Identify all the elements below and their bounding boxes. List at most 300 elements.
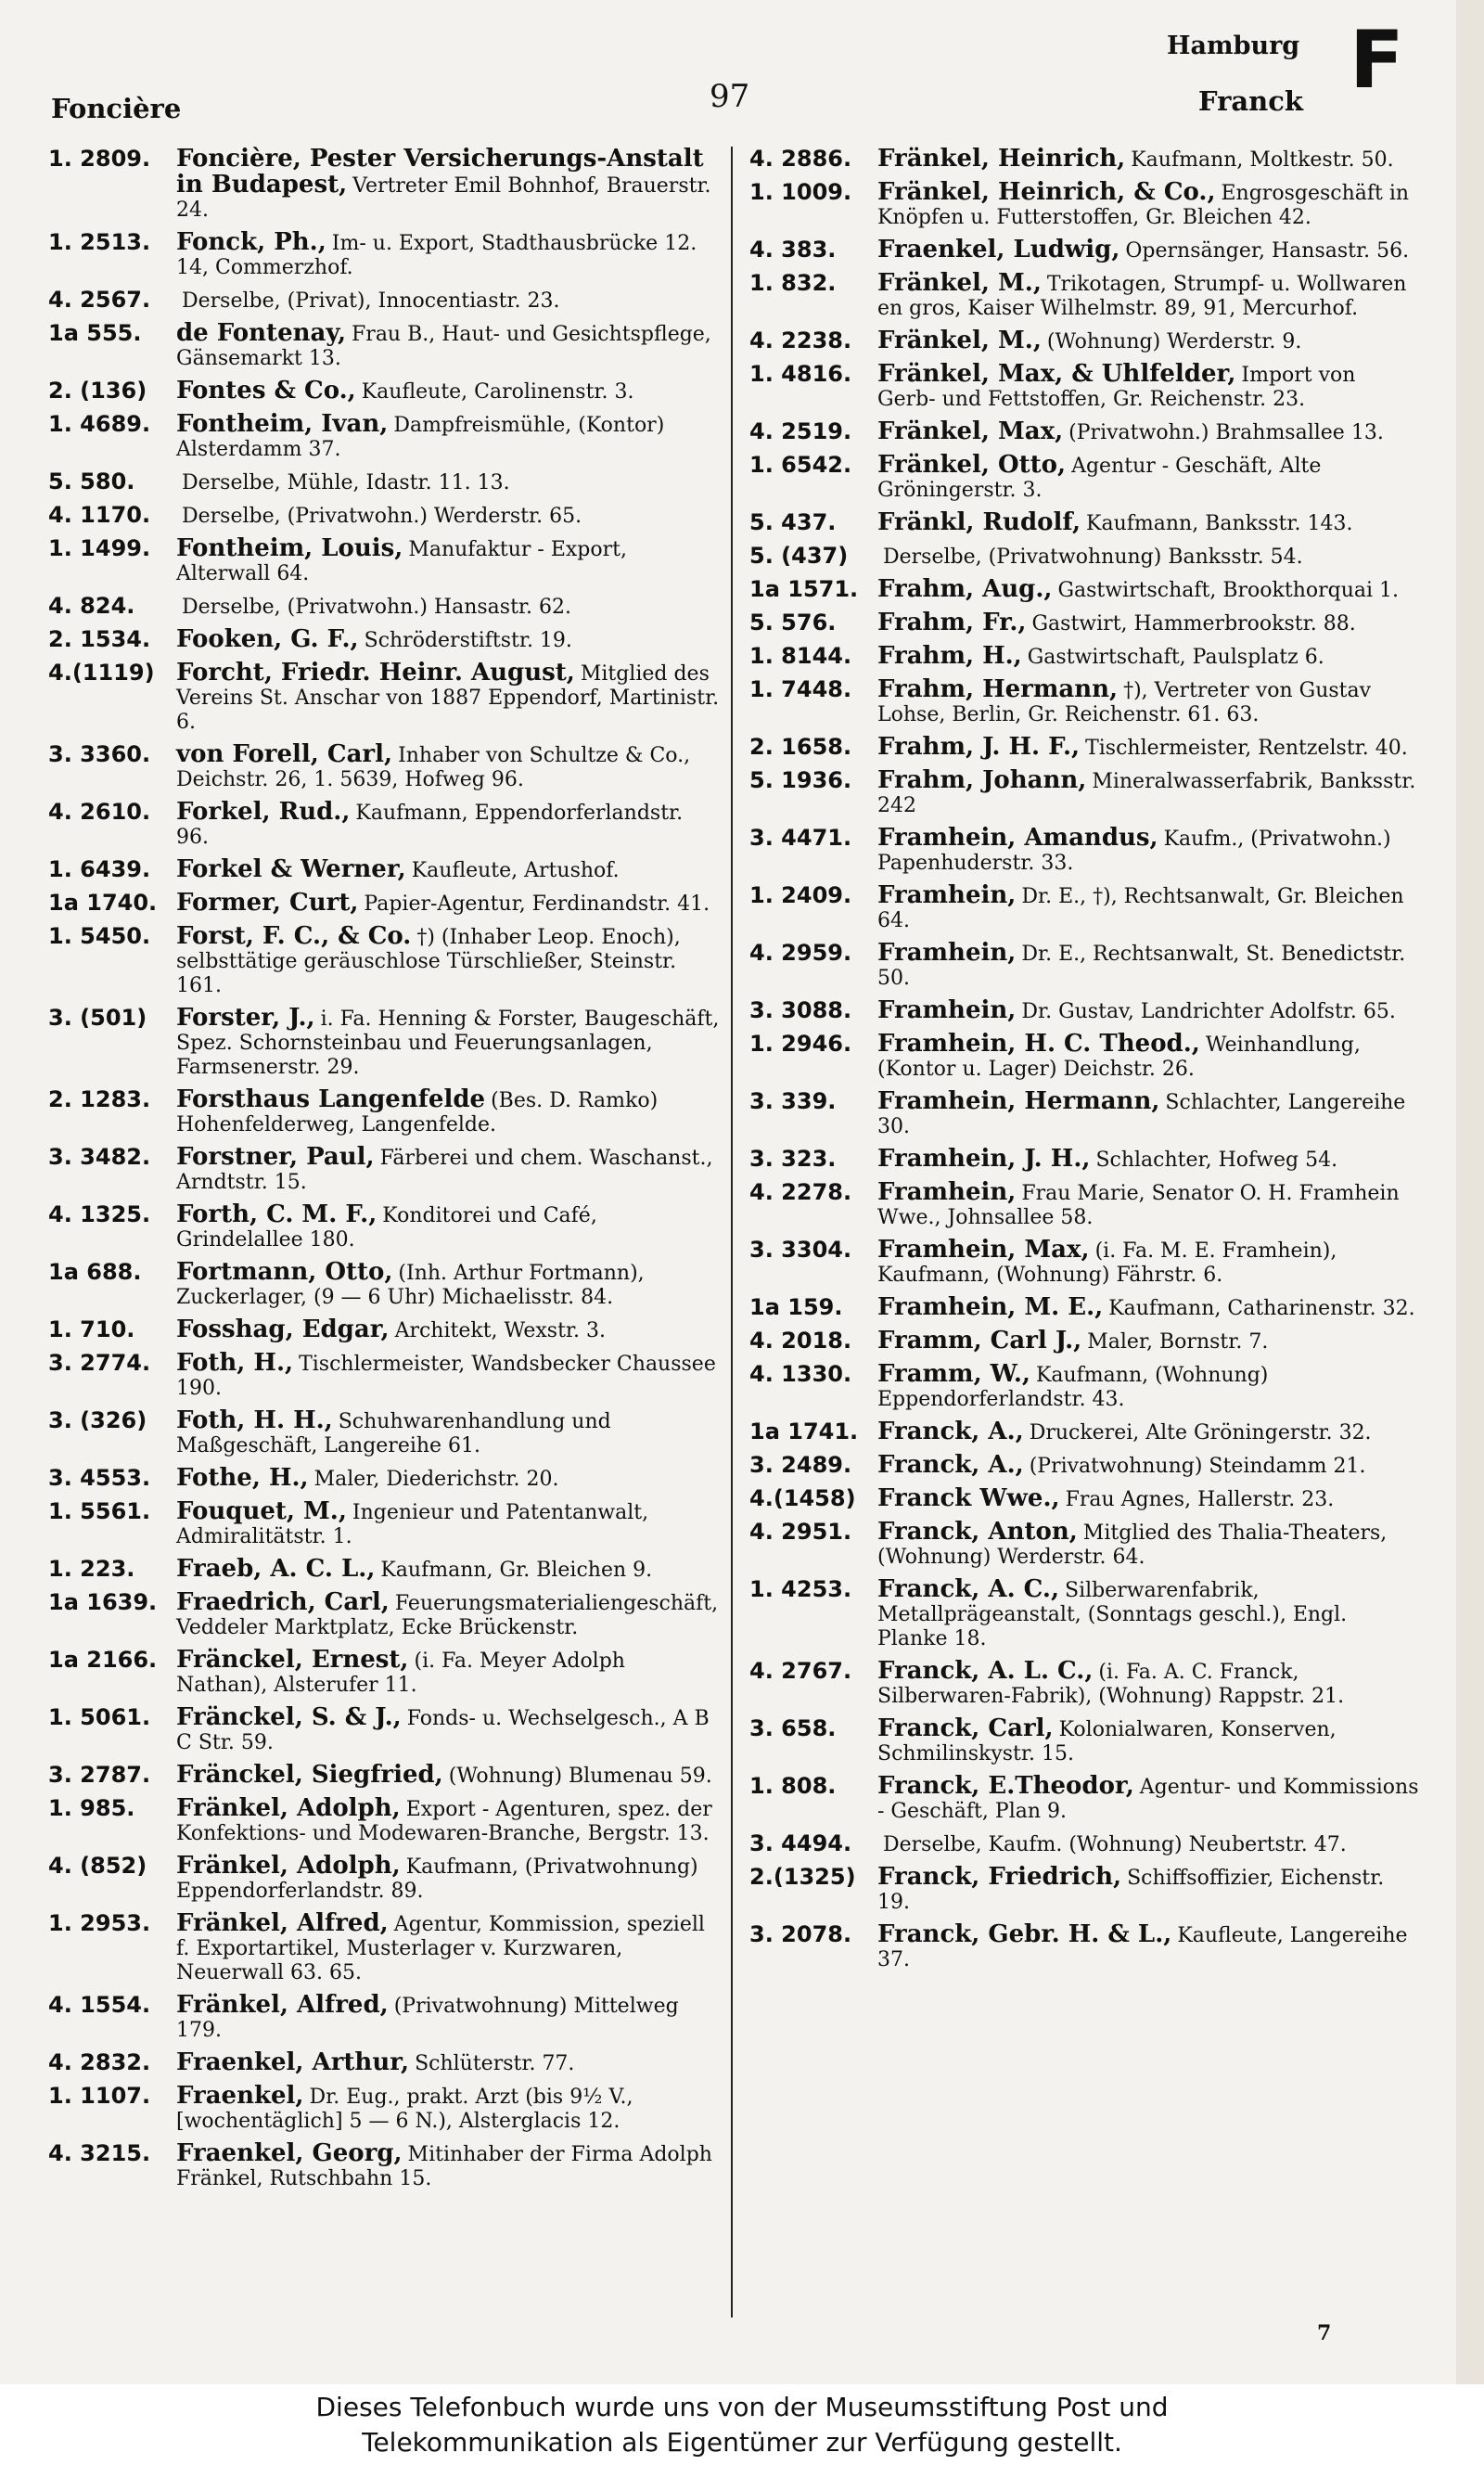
entry-text [877, 1295, 1419, 1321]
subscriber-details: Schiffsoffizier, Eichenstr. 19. [877, 1867, 1385, 1914]
listing-entry [749, 1486, 1419, 1512]
phone-number: 3. 3482. [48, 1144, 151, 1170]
listing-entry [749, 768, 1419, 818]
phone-number: 3. (501) [48, 1005, 147, 1031]
entry-text [877, 1032, 1419, 1082]
listing-entry [48, 1145, 722, 1195]
listing-entry [749, 328, 1419, 354]
subscriber-details: Vertreter Emil Bohnhof, Brauerstr. 24. [176, 174, 711, 222]
subscriber-name: Framm, Carl J., [877, 1327, 1082, 1354]
phone-number: 1. 2409. [749, 882, 852, 908]
listing-entry [48, 1648, 722, 1698]
entry-text [176, 1705, 722, 1755]
phone-number: 1. 7448. [749, 676, 852, 702]
subscriber-details: †), Vertreter von Gustav Lohse, Berlin, Gr. Reichenstr. 61. 63. [877, 679, 1372, 726]
phone-number: 4. 2567. [48, 287, 151, 313]
subscriber-details: Agentur- und Kommissions - Geschäft, Plan 9. [877, 1776, 1419, 1823]
phone-number: 1. 985. [48, 1795, 135, 1821]
subscriber-name: Fränkel, Max, [877, 417, 1064, 445]
subscriber-details: Manufaktur - Export, Alterwall 64. [176, 538, 627, 585]
subscriber-details: Färberei und chem. Waschanst., Arndtstr. 15. [176, 1147, 713, 1194]
entry-text [176, 2084, 722, 2134]
entry-text [176, 594, 722, 620]
subscriber-name: Foth, H. H., [176, 1406, 333, 1434]
subscriber-name: Fränkel, Alfred, [176, 1991, 389, 2019]
phone-number: 5. (437) [749, 543, 849, 569]
subscriber-details: (Wohnung) Blumenau 59. [448, 1765, 712, 1788]
phone-number: 1. 1499. [48, 535, 151, 561]
phone-number: 3. 323. [749, 1146, 837, 1172]
entry-text [176, 1911, 722, 1985]
subscriber-name: Forcht, Friedr. Heinr. August, [176, 659, 575, 687]
subscriber-details: (Bes. D. Ramko) Hohenfelderweg, Langenfelde. [176, 1089, 659, 1136]
phone-number: 4. 2886. [749, 146, 852, 172]
entry-text [176, 1087, 722, 1137]
entry-text [877, 328, 1419, 354]
listing-entry [749, 238, 1419, 263]
listing-entry [749, 1774, 1419, 1824]
phone-number: 3. 2787. [48, 1762, 151, 1788]
phone-number: 5. 580. [48, 469, 135, 494]
subscriber-details: Schuhwarenhandlung und Maßgeschäft, Langereihe 61. [176, 1410, 611, 1457]
subscriber-name: Franck, E.Theodor, [877, 1772, 1134, 1800]
subscriber-details: Konditorei und Café, Grindelallee 180. [176, 1204, 597, 1252]
listing-entry [48, 924, 722, 998]
phone-number: 3. 3360. [48, 741, 151, 767]
entry-text [176, 627, 722, 653]
subscriber-name: Franck, A., [877, 1451, 1024, 1479]
listing-entry [749, 1419, 1419, 1445]
listing-entry [48, 1317, 722, 1343]
phone-number: 4.(1119) [48, 660, 155, 686]
subscriber-details: †) (Inhaber Leop. Enoch), selbsttätige geräuschlose Türschließer, Steinstr. 161. [176, 926, 681, 997]
subscriber-details: (Wohnung) Werderstr. 9. [1046, 330, 1302, 353]
phone-number: 1. 710. [48, 1316, 135, 1342]
entry-text [877, 1486, 1419, 1512]
phone-number: 2. 1283. [48, 1086, 151, 1112]
subscriber-name: Fraenkel, Ludwig, [877, 236, 1120, 263]
entry-text [176, 661, 722, 735]
subscriber-details: Schlachter, Hofweg 54. [1095, 1149, 1338, 1172]
phone-number: 4. 2767. [749, 1658, 852, 1684]
subscriber-details: Maler, Diederichstr. 20. [313, 1468, 559, 1491]
listing-entry [749, 510, 1419, 536]
subscriber-details: Tischlermeister, Wandsbecker Chaussee 190. [176, 1353, 716, 1400]
subscriber-name: Forkel & Werner, [176, 855, 406, 883]
listing-entry [48, 1499, 722, 1549]
listing-entry [749, 577, 1419, 603]
entry-text [877, 147, 1419, 173]
subscriber-name: Former, Curt, [176, 889, 359, 917]
phone-number: 1. 2513. [48, 229, 151, 255]
entry-text [877, 826, 1419, 876]
subscriber-details: (Privatwohn.) Brahmsallee 13. [1068, 421, 1384, 444]
subscriber-name: Fraenkel, Georg, [176, 2139, 403, 2167]
subscriber-name: Framhein, Amandus, [877, 824, 1158, 852]
phone-number: 3. 3088. [749, 997, 852, 1023]
subscriber-details: Mineralwasserfabrik, Banksstr. 242 [877, 770, 1416, 817]
entry-text [877, 1419, 1419, 1445]
subscriber-name: Fränckel, Siegfried, [176, 1761, 443, 1789]
subscriber-name: Fouquet, M., [176, 1497, 347, 1525]
entry-text [176, 800, 722, 850]
listing-entry [749, 1362, 1419, 1412]
entry-text [877, 1922, 1419, 1972]
entry-text [877, 577, 1419, 603]
subscriber-name: Fränkel, M., [877, 327, 1042, 354]
entry-text [877, 1147, 1419, 1173]
entry-text [877, 238, 1419, 263]
subscriber-details: Gastwirt, Hammerbrookstr. 88. [1031, 612, 1356, 636]
entry-text [877, 610, 1419, 636]
subscriber-name: Frahm, Aug., [877, 575, 1053, 603]
phone-number: 3. 2489. [749, 1452, 852, 1478]
listing-entry [48, 1763, 722, 1789]
listing-entry [48, 2084, 722, 2134]
phone-number: 3. 339. [749, 1088, 837, 1114]
listing-entry [749, 180, 1419, 230]
entry-text [176, 536, 722, 586]
entry-text [176, 503, 722, 529]
phone-number: 4. 1325. [48, 1201, 151, 1227]
subscriber-details: i. Fa. Henning & Forster, Baugeschäft, Spez. Schornsteinbau und Feuerungsanlagen, Farmsenerstr. 29. [176, 1008, 720, 1079]
entry-text [877, 271, 1419, 321]
phone-number: 1. 5450. [48, 923, 151, 949]
listing-entry [48, 1911, 722, 1985]
entry-text [877, 735, 1419, 761]
listing-entry [48, 230, 722, 280]
entry-text [877, 544, 1419, 570]
subscriber-name: Fothe, H., [176, 1464, 309, 1492]
subscriber-details: Derselbe, (Privatwohn.) Hansastr. 62. [182, 596, 571, 619]
listing-entry [48, 288, 722, 314]
phone-number: 4. 383. [749, 237, 837, 263]
entry-text [877, 768, 1419, 818]
entry-text [877, 1577, 1419, 1651]
phone-number: 2. 1658. [749, 734, 852, 760]
subscriber-name: Framhein, [877, 881, 1017, 909]
subscriber-details: Kaufleute, Carolinenstr. 3. [361, 380, 634, 404]
entry-text [877, 1659, 1419, 1709]
subscriber-name: Framhein, Max, [877, 1236, 1090, 1264]
listing-entry [48, 857, 722, 883]
phone-number: 2. 1534. [48, 626, 151, 652]
entry-text [176, 147, 722, 223]
subscriber-details: Inhaber von Schultze & Co., Deichstr. 26, 1. 5639, Hofweg 96. [176, 744, 691, 791]
entry-text [176, 230, 722, 280]
subscriber-name: Frahm, Johann, [877, 766, 1087, 794]
phone-number: 1. 5561. [48, 1498, 151, 1524]
entry-text [176, 1557, 722, 1583]
entry-text [176, 1466, 722, 1492]
entry-text [877, 677, 1419, 727]
subscriber-details: Weinhandlung, (Kontor u. Lager) Deichstr. 26. [877, 1034, 1361, 1081]
entry-text [877, 1362, 1419, 1412]
city-label: Hamburg [1167, 32, 1300, 60]
phone-number: 4.(1458) [749, 1485, 856, 1511]
subscriber-name: Fraenkel, Arthur, [176, 2048, 410, 2076]
listing-entry [749, 735, 1419, 761]
subscriber-details: Kaufleute, Artushof. [411, 859, 620, 882]
footer-line-1: Dieses Telefonbuch wurde uns von der Museumsstiftung Post und [315, 2392, 1169, 2422]
subscriber-name: Fränkel, Heinrich, & Co., [877, 178, 1216, 206]
subscriber-name: Fränkl, Rudolf, [877, 508, 1081, 536]
subscriber-details: Dr. E., Rechtsanwalt, St. Benedictstr. 50. [877, 943, 1406, 990]
subscriber-details: Kaufmann, Banksstr. 143. [1086, 512, 1353, 535]
entry-text [877, 941, 1419, 991]
subscriber-name: Framhein, [877, 939, 1017, 967]
subscriber-details: Architekt, Wexstr. 3. [394, 1319, 606, 1342]
listing-entry [48, 1993, 722, 2043]
phone-number: 5. 1936. [749, 767, 852, 793]
listing-entry [749, 362, 1419, 412]
page-number: 97 [710, 78, 750, 115]
subscriber-name: Fontheim, Ivan, [176, 410, 389, 438]
subscriber-name: Framm, W., [877, 1360, 1030, 1388]
subscriber-details: Kaufmann, Eppendorferlandstr. 96. [176, 802, 684, 849]
entry-text [877, 1180, 1419, 1230]
phone-number: 1. 5061. [48, 1704, 151, 1730]
listing-entry [749, 419, 1419, 445]
entry-text [877, 1716, 1419, 1766]
entry-text [877, 180, 1419, 230]
subscriber-details: Mitinhaber der Firma Adolph Fränkel, Rutschbahn 15. [176, 2143, 712, 2190]
subscriber-name: Fortmann, Otto, [176, 1258, 393, 1286]
listing-entry [749, 544, 1419, 570]
subscriber-details: Kaufleute, Langereihe 37. [877, 1924, 1408, 1971]
subscriber-name: Franck, A. L. C., [877, 1657, 1094, 1685]
listing-entry [749, 826, 1419, 876]
listing-entry [48, 1351, 722, 1401]
subscriber-details: (i. Fa. A. C. Franck, Silberwaren-Fabrik), (Wohnung) Rappstr. 21. [877, 1661, 1345, 1708]
subscriber-details: Frau Marie, Senator O. H. Framhein Wwe., Johnsallee 58. [877, 1182, 1400, 1229]
running-head-left: Foncière [51, 93, 182, 124]
listing-entry [749, 1716, 1419, 1766]
listing-entry [48, 1466, 722, 1492]
subscriber-details: Frau B., Haut- und Gesichtspflege, Gänsemarkt 13. [176, 323, 711, 370]
listing-entry [48, 321, 722, 371]
subscriber-details: Agentur, Kommission, speziell f. Exportartikel, Musterlager v. Kurzwaren, Neuerwall 63. 65. [176, 1913, 705, 1984]
phone-number: 5. 576. [749, 610, 837, 636]
listing-entry [749, 644, 1419, 670]
listing-entry [749, 1831, 1419, 1857]
subscriber-details: Mitglied des Vereins St. Anschar von 1887 Eppendorf, Martinistr. 6. [176, 662, 720, 734]
listing-entry [749, 610, 1419, 636]
listing-entry [48, 1590, 722, 1640]
subscriber-name: Fraedrich, Carl, [176, 1588, 390, 1616]
subscriber-details: Derselbe, (Privat), Innocentiastr. 23. [182, 289, 560, 313]
phone-number: 1. 808. [749, 1773, 837, 1799]
subscriber-details: Export - Agenturen, spez. der Konfektions- und Modewaren-Branche, Bergstr. 13. [176, 1798, 712, 1845]
subscriber-name: Frahm, J. H. F., [877, 733, 1081, 761]
entry-text [176, 1145, 722, 1195]
listing-entry [48, 800, 722, 850]
phone-number: 1a 1740. [48, 890, 158, 916]
subscriber-details: Fonds- u. Wechselgesch., A B C Str. 59. [176, 1707, 710, 1754]
phone-number: 4. 2238. [749, 327, 852, 353]
entry-text [176, 1993, 722, 2043]
entry-text [176, 1854, 722, 1904]
subscriber-name: Fränckel, Ernest, [176, 1646, 409, 1674]
subscriber-name: Fränckel, S. & J., [176, 1703, 402, 1731]
subscriber-details: Derselbe, (Privatwohnung) Banksstr. 54. [883, 546, 1303, 569]
subscriber-details: Derselbe, Mühle, Idastr. 11. 13. [182, 471, 510, 494]
subscriber-name: Forsthaus Langenfelde [176, 1085, 486, 1113]
column-divider [731, 147, 733, 2317]
listing-entry [749, 1032, 1419, 1082]
subscriber-name: Framhein, M. E., [877, 1293, 1104, 1321]
phone-number: 4. (852) [48, 1853, 147, 1879]
listing-entry [749, 1865, 1419, 1915]
entry-text [176, 1317, 722, 1343]
phone-number: 4. 2959. [749, 940, 852, 966]
listing-entry [749, 998, 1419, 1024]
listing-entry [749, 883, 1419, 933]
subscriber-details: Derselbe, (Privatwohn.) Werderstr. 65. [182, 505, 582, 528]
entry-text [176, 1006, 722, 1080]
phone-number: 3. 4553. [48, 1465, 151, 1491]
subscriber-details: Dr. Eug., prakt. Arzt (bis 9½ V., [wochentäglich] 5 — 6 N.), Alsterglacis 12. [176, 2086, 633, 2133]
phone-number: 4. 1554. [48, 1992, 151, 2018]
subscriber-details: Gastwirtschaft, Brookthorquai 1. [1057, 579, 1400, 602]
subscriber-name: Frahm, Hermann, [877, 675, 1119, 703]
subscriber-details: Engrosgeschäft in Knöpfen u. Futterstoffen, Gr. Bleichen 42. [877, 182, 1410, 229]
subscriber-name: Framhein, [877, 996, 1017, 1024]
entry-text [877, 998, 1419, 1024]
entry-text [176, 1796, 722, 1846]
phone-number: 1. 1009. [749, 179, 852, 205]
phone-number: 3. 4471. [749, 825, 852, 851]
subscriber-name: Frahm, Fr., [877, 609, 1027, 636]
entry-text [176, 288, 722, 314]
phone-number: 1. 4689. [48, 411, 151, 437]
phone-number: 1. 6542. [749, 452, 852, 478]
listing-entry [749, 1238, 1419, 1288]
subscriber-name: de Fontenay, [176, 319, 347, 347]
subscriber-details: Ingenieur und Patentanwalt, Admiralitätstr. 1. [176, 1501, 649, 1548]
subscriber-details: Im- u. Export, Stadthausbrücke 12. 14, Commerzhof. [176, 232, 697, 279]
subscriber-details: Opernsänger, Hansastr. 56. [1125, 239, 1410, 263]
subscriber-name: Fränkel, Max, & Uhlfelder, [877, 360, 1236, 388]
subscriber-name: Forth, C. M. F., [176, 1200, 377, 1228]
phone-number: 3. (326) [48, 1407, 147, 1433]
phone-number: 4. 3215. [48, 2140, 151, 2166]
subscriber-details: Kaufm., (Privatwohn.) Papenhuderstr. 33. [877, 828, 1391, 875]
entry-text [176, 924, 722, 998]
listing-entry [48, 2050, 722, 2076]
subscriber-name: Forst, F. C., & Co. [176, 922, 412, 950]
subscriber-name: Franck, A. C., [877, 1575, 1060, 1603]
subscriber-name: Fonck, Ph., [176, 228, 326, 256]
phone-number: 1a 2166. [48, 1647, 158, 1673]
listing-entry [48, 1006, 722, 1080]
entry-text [877, 419, 1419, 445]
listing-entry [749, 147, 1419, 173]
subscriber-details: Dr. Gustav, Landrichter Adolfstr. 65. [1021, 1000, 1396, 1023]
entry-text [176, 469, 722, 495]
listing-entry [48, 503, 722, 529]
listing-entry [48, 379, 722, 404]
right-column [749, 147, 1419, 1980]
entry-text [176, 1648, 722, 1698]
phone-number: 4. 1330. [749, 1361, 852, 1387]
subscriber-details: Schröderstiftstr. 19. [364, 629, 572, 652]
phone-number: 1a 1571. [749, 576, 859, 602]
listing-entry [749, 1659, 1419, 1709]
subscriber-name: Forster, J., [176, 1004, 315, 1032]
phone-number: 4. 1170. [48, 502, 151, 528]
entry-text [176, 1408, 722, 1458]
subscriber-name: Foth, H., [176, 1349, 294, 1377]
listing-entry [48, 536, 722, 586]
listing-entry [48, 891, 722, 917]
subscriber-details: Maler, Bornstr. 7. [1087, 1330, 1269, 1354]
footer-notice [0, 2384, 1484, 2465]
subscriber-name: Fraeb, A. C. L., [176, 1555, 376, 1583]
phone-number: 1. 1107. [48, 2083, 151, 2109]
subscriber-details: Schlachter, Langereihe 30. [877, 1091, 1406, 1138]
entry-text [176, 2141, 722, 2191]
phone-number: 1. 2946. [749, 1031, 852, 1057]
phone-number: 1a 1741. [749, 1419, 859, 1444]
subscriber-details: (i. Fa. Meyer Adolph Nathan), Alsterufer 11. [176, 1650, 625, 1697]
entry-text [176, 1590, 722, 1640]
subscriber-details: Kaufmann, Catharinenstr. 32. [1108, 1297, 1415, 1320]
entry-text [877, 1865, 1419, 1915]
subscriber-name: Fooken, G. F., [176, 625, 359, 653]
subscriber-details: Schlüterstr. 77. [415, 2052, 575, 2075]
subscriber-name: Fränkel, Adolph, [176, 1852, 401, 1880]
listing-entry [48, 1087, 722, 1137]
listing-entry [48, 1557, 722, 1583]
listing-entry [48, 1408, 722, 1458]
subscriber-name: Franck, Carl, [877, 1714, 1054, 1742]
phone-number: 1. 2809. [48, 146, 151, 172]
subscriber-name: Forkel, Rud., [176, 798, 351, 826]
listing-entry [48, 594, 722, 620]
phone-number: 4. 2519. [749, 418, 852, 444]
subscriber-details: Mitglied des Thalia-Theaters, (Wohnung) Werderstr. 64. [877, 1521, 1388, 1569]
subscriber-name: Fränkel, Adolph, [176, 1794, 401, 1822]
phone-number: 3. 658. [749, 1715, 837, 1741]
subscriber-name: Franck, Gebr. H. & L., [877, 1920, 1172, 1948]
entry-text [176, 857, 722, 883]
listing-entry [48, 1260, 722, 1310]
listing-entry [48, 147, 722, 223]
subscriber-details: Import von Gerb- und Fettstoffen, Gr. Reichenstr. 23. [877, 364, 1356, 411]
section-letter: F [1350, 14, 1404, 107]
subscriber-details: Trikotagen, Strumpf- u. Wollwaren en gros, Kaiser Wilhelmstr. 89, 91, Mercurhof. [877, 273, 1407, 320]
subscriber-details: Kaufmann, Gr. Bleichen 9. [380, 1559, 653, 1582]
listing-entry [749, 1922, 1419, 1972]
left-column [48, 147, 722, 2199]
phone-number: 4. 2951. [749, 1519, 852, 1545]
listing-entry [749, 453, 1419, 503]
phone-number: 4. 2832. [48, 2049, 151, 2075]
entry-text [176, 412, 722, 462]
listing-entry [48, 469, 722, 495]
subscriber-name: Frahm, H., [877, 642, 1022, 670]
listing-entry [749, 1180, 1419, 1230]
listing-entry [749, 271, 1419, 321]
listing-entry [749, 1453, 1419, 1479]
entry-text [877, 883, 1419, 933]
entry-text [877, 453, 1419, 503]
subscriber-details: (Privatwohnung) Steindamm 21. [1029, 1455, 1366, 1478]
listing-entry [749, 1147, 1419, 1173]
entry-text [176, 1202, 722, 1252]
entry-text [877, 1520, 1419, 1570]
